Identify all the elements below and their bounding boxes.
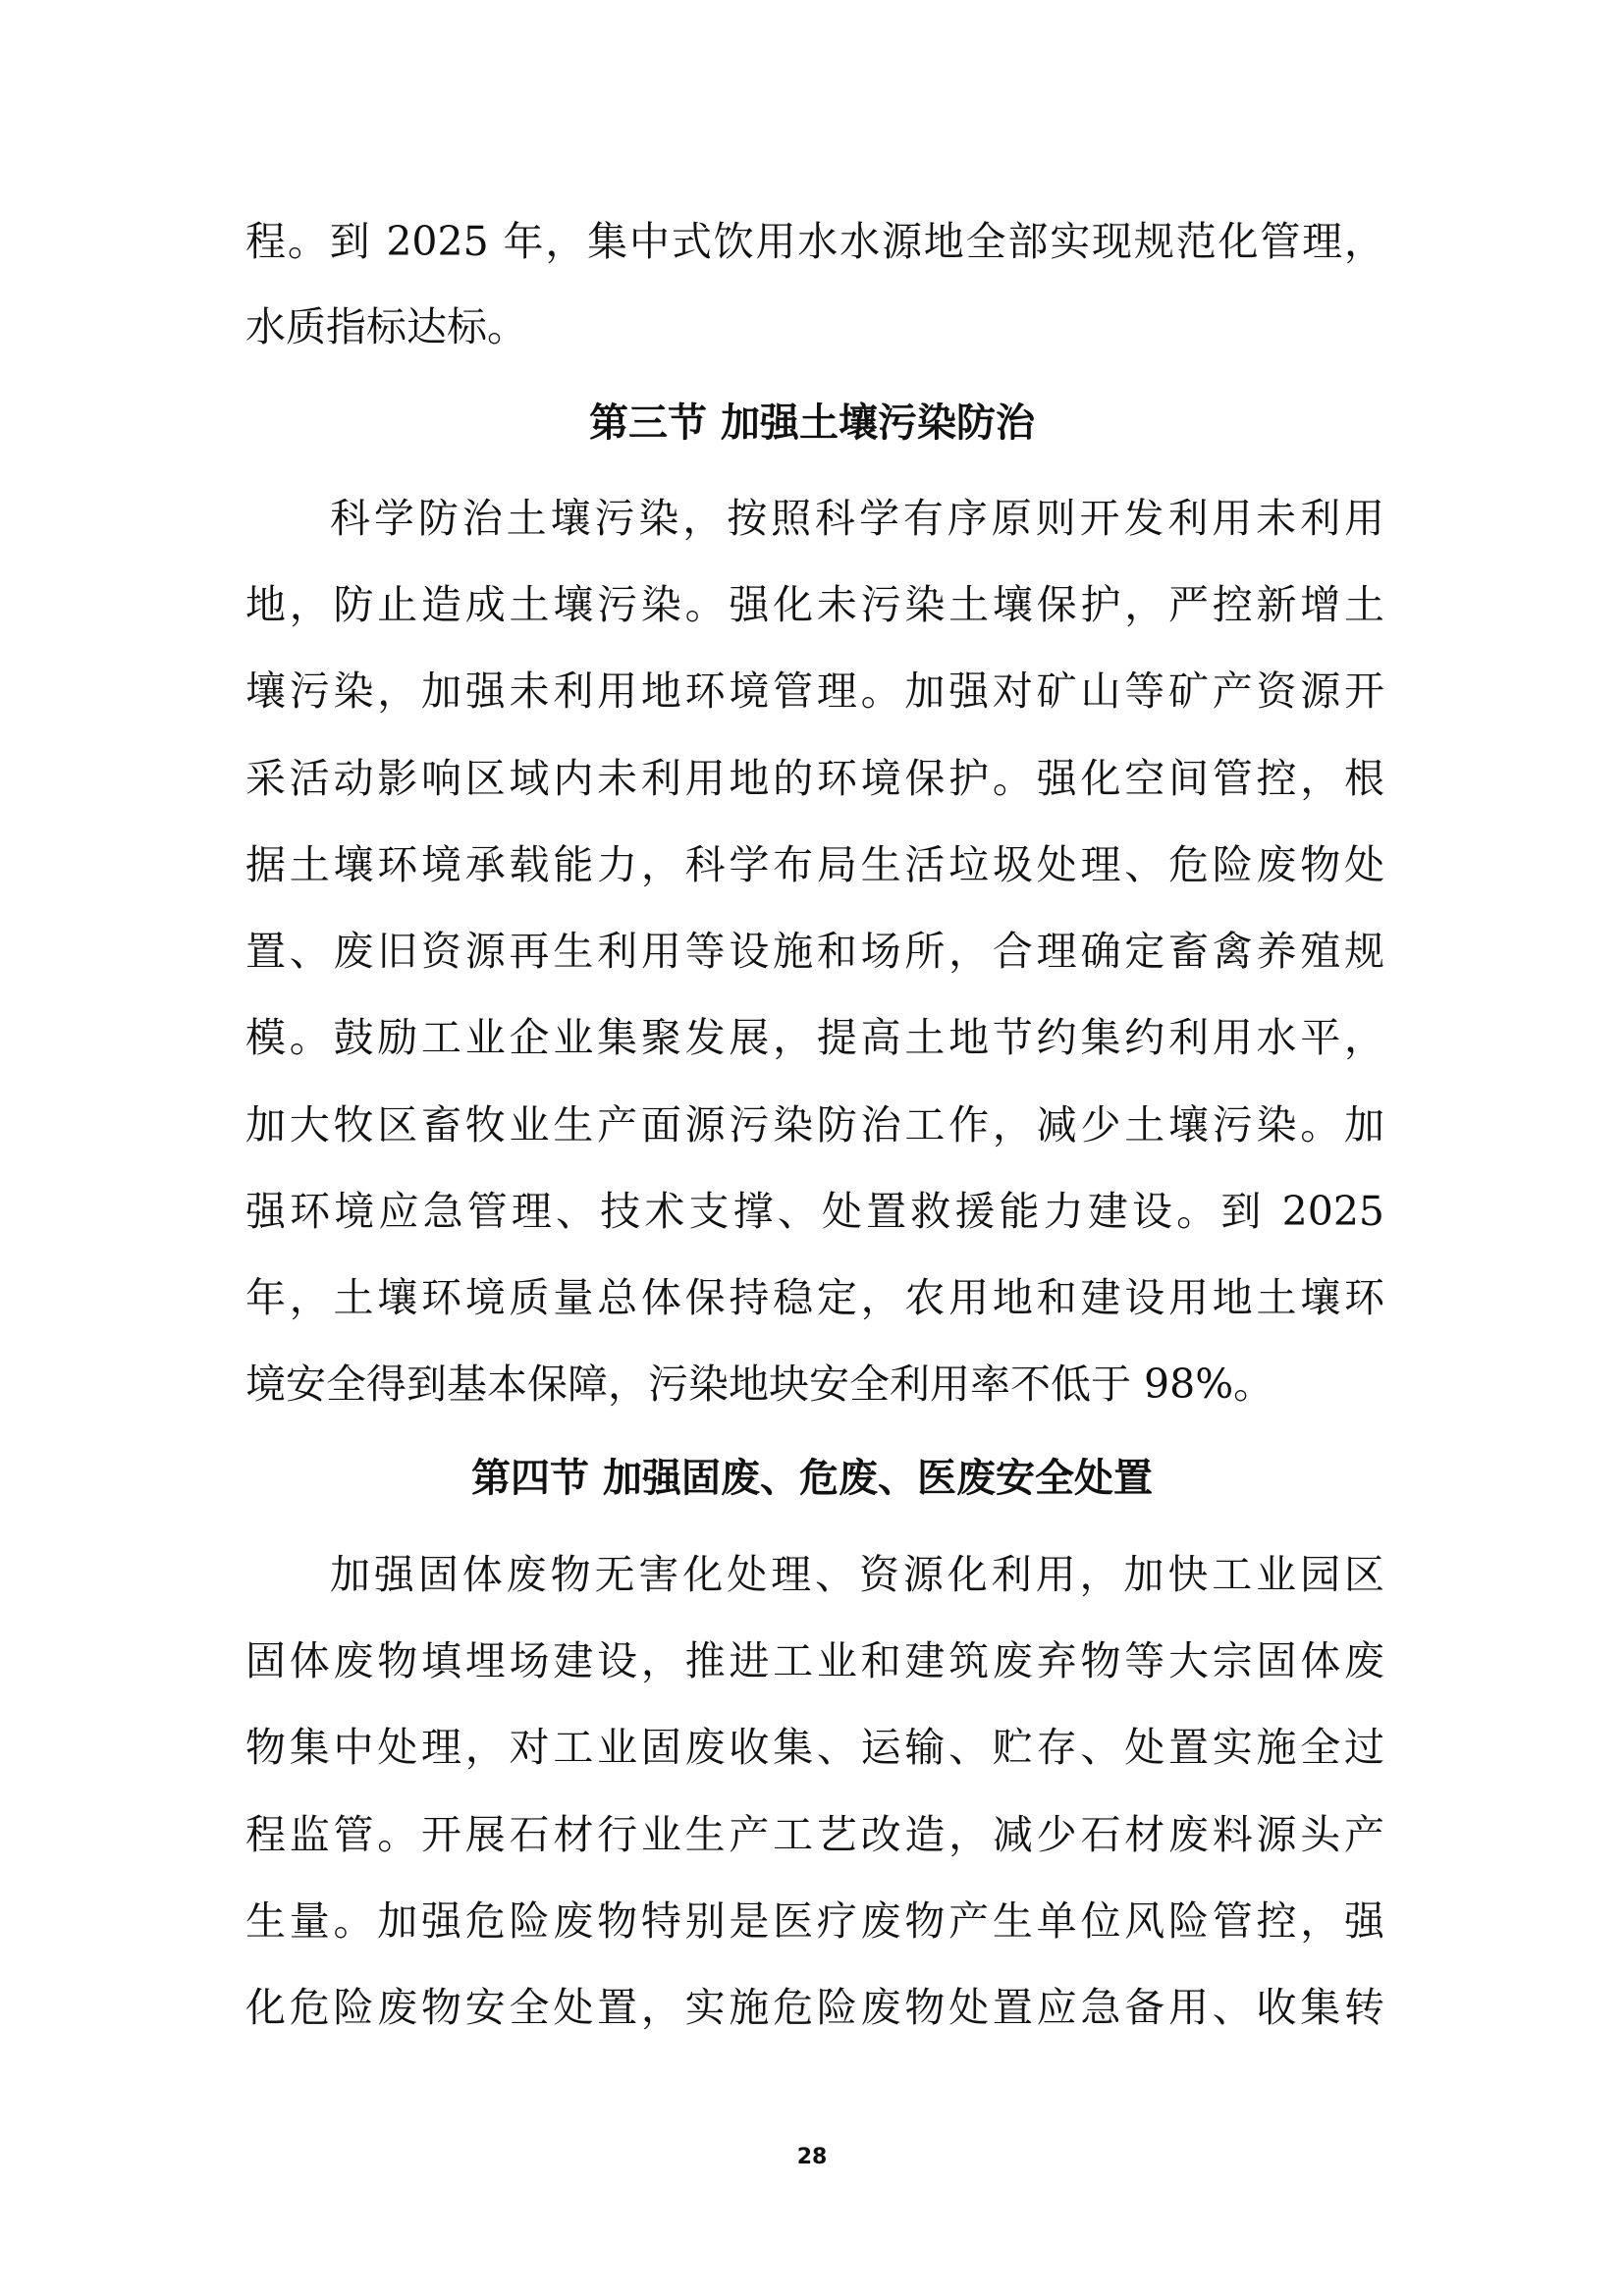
body-line: 模。鼓励工业企业集聚发展，提高土地节约集约利用水平， bbox=[245, 1014, 1384, 1061]
section-heading: 第四节 加强固废、危废、医废安全处置 bbox=[471, 1455, 1153, 1501]
body-line: 物集中处理，对工业固废收集、运输、贮存、处置实施全过 bbox=[245, 1724, 1384, 1771]
section-heading: 第三节 加强土壤污染防治 bbox=[589, 400, 1035, 446]
body-line: 生量。加强危险废物特别是医疗废物产生单位风险管控，强 bbox=[245, 1897, 1384, 1945]
page-number: 28 bbox=[796, 2145, 828, 2169]
body-line: 置、废旧资源再生利用等设施和场所，合理确定畜禽养殖规 bbox=[245, 928, 1384, 975]
body-line: 固体废物填埋场建设，推进工业和建筑废弃物等大宗固体废 bbox=[245, 1637, 1384, 1684]
body-line: 年，土壤环境质量总体保持稳定，农用地和建设用地土壤环 bbox=[245, 1274, 1384, 1321]
body-line: 加大牧区畜牧业生产面源污染防治工作，减少土壤污染。加 bbox=[245, 1101, 1384, 1148]
body-line: 采活动影响区域内未利用地的环境保护。强化空间管控，根 bbox=[245, 755, 1384, 802]
body-line: 科学防治土壤污染，按照科学有序原则开发利用未利用 bbox=[330, 495, 1384, 542]
body-line: 地，防止造成土壤污染。强化未污染土壤保护，严控新增土 bbox=[245, 581, 1384, 628]
body-line: 加强固体废物无害化处理、资源化利用，加快工业园区 bbox=[330, 1551, 1384, 1598]
body-line: 强环境应急管理、技术支撑、处置救援能力建设。到 2025 bbox=[245, 1188, 1384, 1235]
body-line: 化危险废物安全处置，实施危险废物处置应急备用、收集转 bbox=[245, 1984, 1384, 2031]
body-line: 据土壤环境承载能力，科学布局生活垃圾处理、危险废物处 bbox=[245, 841, 1384, 888]
body-line: 程。到 2025 年，集中式饮用水水源地全部实现规范化管理， bbox=[245, 218, 1384, 265]
body-line: 壤污染，加强未利用地环境管理。加强对矿山等矿产资源开 bbox=[245, 667, 1384, 715]
body-line: 程监管。开展石材行业生产工艺改造，减少石材废料源头产 bbox=[245, 1811, 1384, 1858]
body-line: 境安全得到基本保障，污染地块安全利用率不低于 98%。 bbox=[245, 1361, 1274, 1408]
body-line: 水质指标达标。 bbox=[245, 303, 527, 350]
